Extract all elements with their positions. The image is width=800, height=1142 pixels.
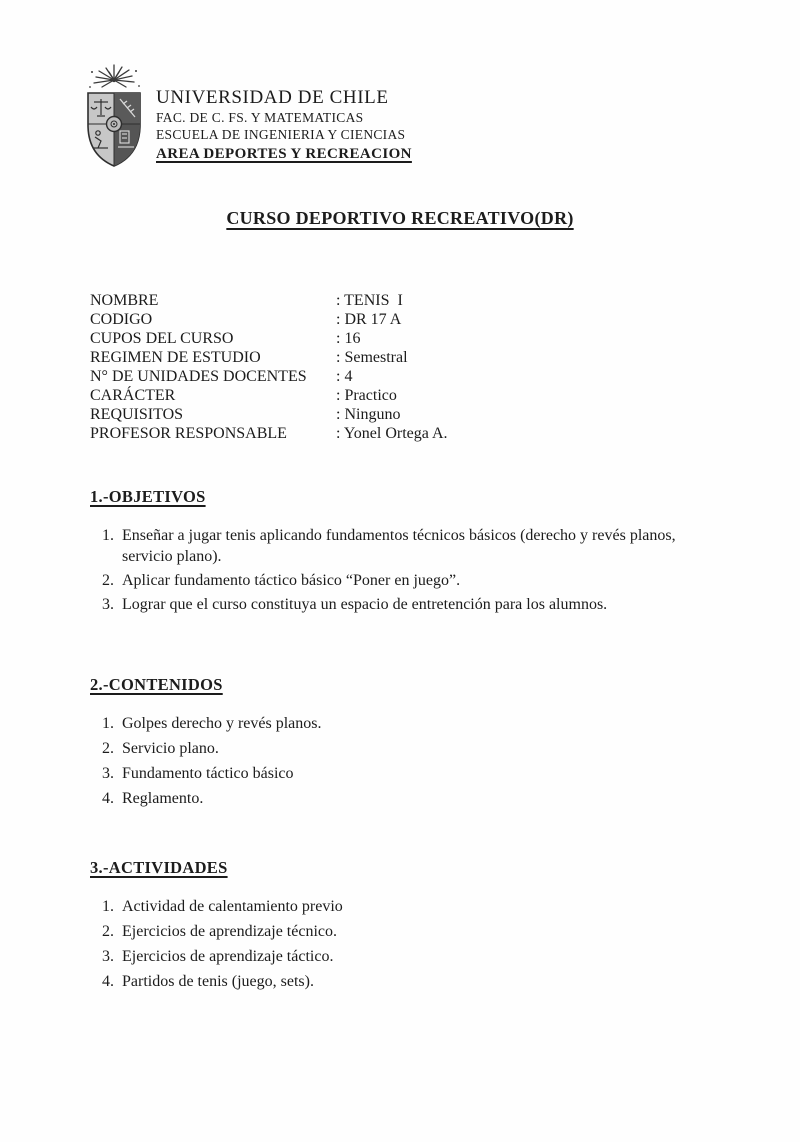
info-row bbox=[90, 424, 448, 443]
section-heading: 3.-ACTIVIDADES bbox=[90, 858, 228, 877]
section-contenidos bbox=[90, 675, 710, 810]
info-row bbox=[90, 367, 448, 386]
list-item: 1. Enseñar a jugar tenis aplicando fundamentos técnicos básicos (derecho y revés planos, servicio plano). bbox=[118, 525, 710, 567]
info-row bbox=[90, 405, 448, 424]
list-item: 3. Fundamento táctico básico bbox=[118, 763, 710, 785]
info-value: : TENIS I bbox=[336, 292, 403, 309]
university-crest-icon bbox=[78, 63, 150, 171]
course-info-table bbox=[90, 291, 448, 443]
letterhead bbox=[90, 63, 710, 171]
info-value: : Yonel Ortega A. bbox=[336, 425, 448, 442]
section-list bbox=[90, 525, 710, 615]
info-label: CODIGO bbox=[90, 311, 153, 328]
list-item: 2. Ejercicios de aprendizaje técnico. bbox=[118, 921, 710, 943]
list-item: 4. Reglamento. bbox=[118, 788, 710, 810]
sections-container bbox=[90, 487, 710, 993]
info-value: : Practico bbox=[336, 387, 397, 404]
info-value: : Semestral bbox=[336, 349, 408, 366]
info-row bbox=[90, 348, 448, 367]
list-item: 1. Golpes derecho y revés planos. bbox=[118, 713, 710, 735]
info-label: REQUISITOS bbox=[90, 406, 184, 423]
document-title: CURSO DEPORTIVO RECREATIVO(DR) bbox=[226, 208, 574, 228]
list-item: 2. Aplicar fundamento táctico básico “Poner en juego”. bbox=[118, 570, 710, 591]
list-item: 1. Actividad de calentamiento previo bbox=[118, 896, 710, 918]
info-label: N° DE UNIDADES DOCENTES bbox=[90, 368, 307, 385]
section-actividades bbox=[90, 858, 710, 993]
info-label: REGIMEN DE ESTUDIO bbox=[90, 349, 261, 366]
info-label: NOMBRE bbox=[90, 292, 159, 309]
info-value: : 4 bbox=[336, 368, 353, 385]
info-value: : DR 17 A bbox=[336, 311, 402, 328]
university-name: UNIVERSIDAD DE CHILE bbox=[156, 87, 389, 108]
info-label: PROFESOR RESPONSABLE bbox=[90, 425, 287, 442]
info-row bbox=[90, 386, 448, 405]
section-heading: 2.-CONTENIDOS bbox=[90, 675, 223, 694]
list-item: 4. Partidos de tenis (juego, sets). bbox=[118, 971, 710, 993]
list-item: 3. Lograr que el curso constituya un espacio de entretención para los alumnos. bbox=[118, 594, 710, 615]
section-list bbox=[90, 713, 710, 810]
info-row bbox=[90, 310, 448, 329]
section-heading: 1.-OBJETIVOS bbox=[90, 487, 206, 506]
info-label: CARÁCTER bbox=[90, 387, 176, 404]
info-value: : 16 bbox=[336, 330, 361, 347]
info-row bbox=[90, 329, 448, 348]
letterhead-text bbox=[150, 63, 412, 163]
info-row bbox=[90, 291, 448, 310]
area-name: AREA DEPORTES Y RECREACION bbox=[156, 146, 412, 162]
section-objetivos bbox=[90, 487, 710, 615]
list-item: 2. Servicio plano. bbox=[118, 738, 710, 760]
faculty-name: FAC. DE C. FS. Y MATEMATICAS bbox=[156, 110, 364, 125]
info-value: : Ninguno bbox=[336, 406, 401, 423]
section-list bbox=[90, 896, 710, 993]
info-label: CUPOS DEL CURSO bbox=[90, 330, 234, 347]
list-item: 3. Ejercicios de aprendizaje táctico. bbox=[118, 946, 710, 968]
school-name: ESCUELA DE INGENIERIA Y CIENCIAS bbox=[156, 127, 406, 142]
